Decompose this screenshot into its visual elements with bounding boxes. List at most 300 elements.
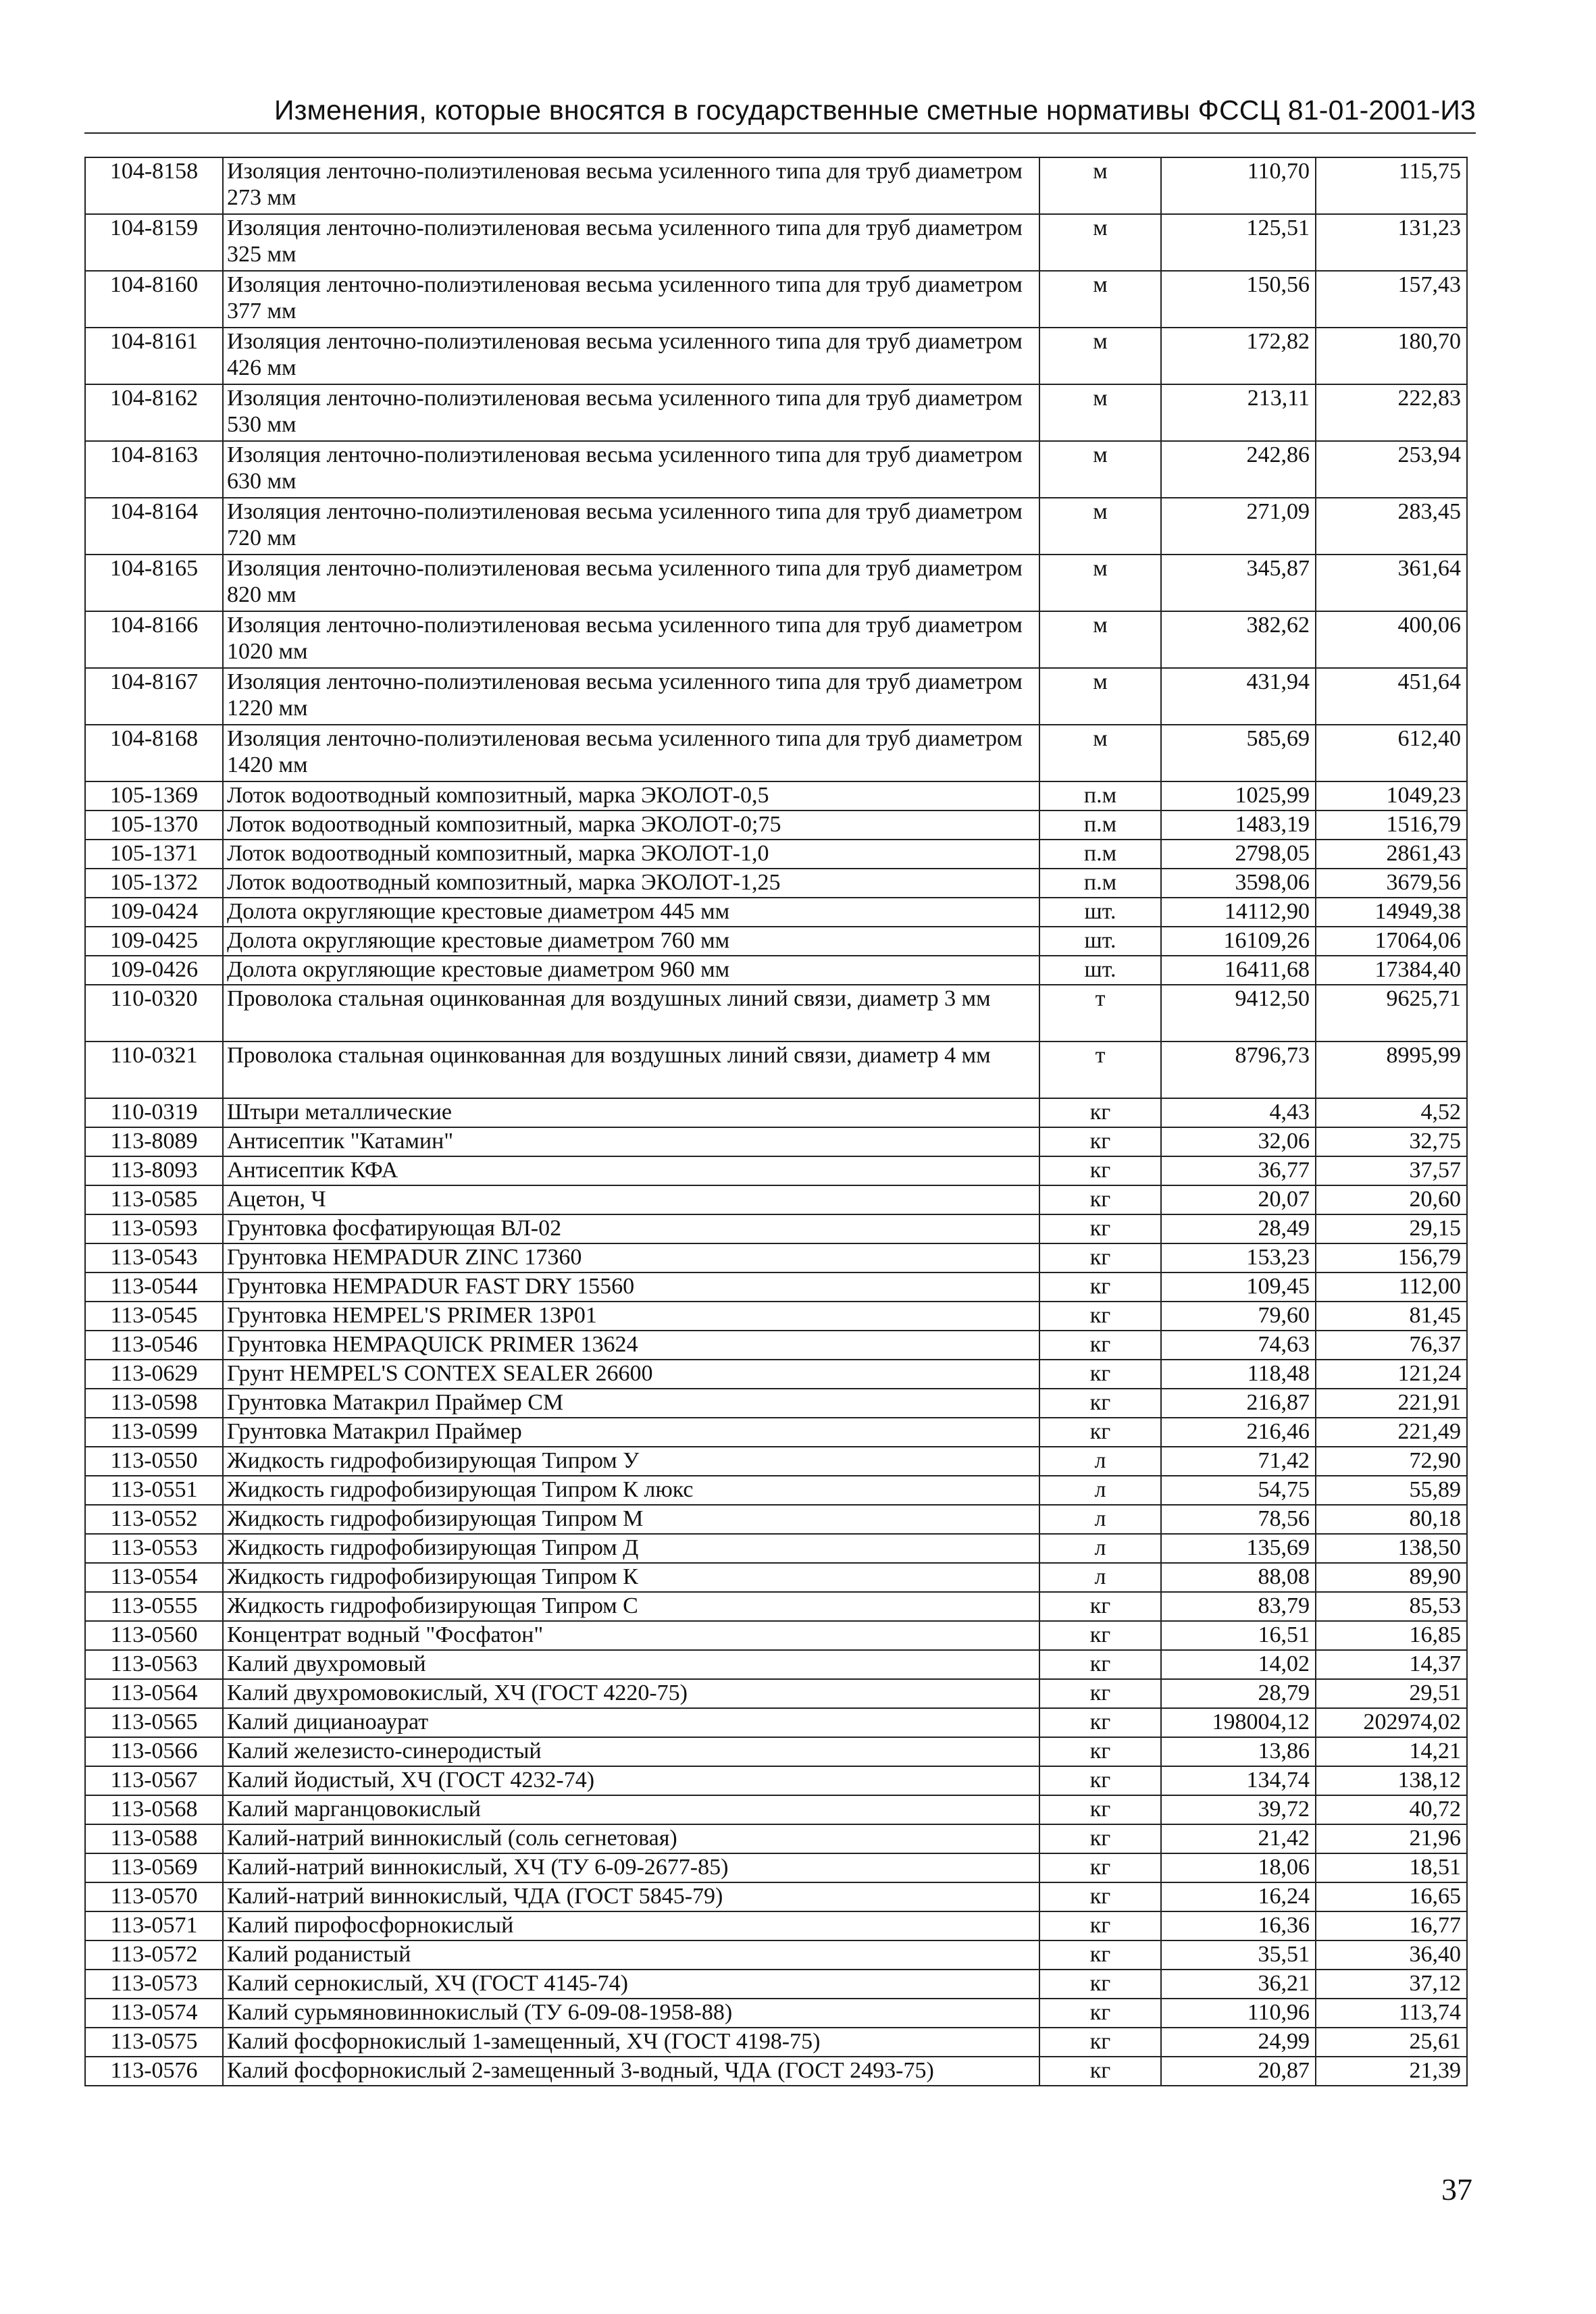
table-row: [85, 1042, 1467, 1098]
item-name: Грунт HEMPEL'S CONTEX SEALER 26600: [223, 1360, 1039, 1389]
page-number: 37: [1441, 2172, 1472, 2207]
price-old: 16,24: [1161, 1882, 1316, 1911]
price-new: 400,06: [1316, 611, 1467, 668]
item-name: Грунтовка HEMPADUR ZINC 17360: [223, 1243, 1039, 1272]
item-name: Долота округляющие крестовые диаметром 445 мм: [223, 898, 1039, 927]
item-code: 105-1372: [85, 869, 223, 898]
item-code: 109-0424: [85, 898, 223, 927]
item-code: 113-0574: [85, 1999, 223, 2028]
item-name: Калий сернокислый, ХЧ (ГОСТ 4145-74): [223, 1970, 1039, 1999]
price-new: 29,15: [1316, 1214, 1467, 1243]
price-old: 35,51: [1161, 1940, 1316, 1970]
item-unit: кг: [1039, 1970, 1161, 1999]
item-unit: кг: [1039, 1882, 1161, 1911]
item-name: Грунтовка фосфатирующая ВЛ-02: [223, 1214, 1039, 1243]
price-old: 54,75: [1161, 1476, 1316, 1505]
price-old: 36,77: [1161, 1156, 1316, 1185]
item-code: 104-8168: [85, 725, 223, 781]
item-unit: кг: [1039, 1853, 1161, 1882]
table-row: [85, 1360, 1467, 1389]
price-old: 14112,90: [1161, 898, 1316, 927]
table-row: [85, 1824, 1467, 1853]
price-new: 1516,79: [1316, 811, 1467, 840]
price-new: 8995,99: [1316, 1042, 1467, 1098]
item-name: Изоляция ленточно-полиэтиленовая весьма усиленного типа для труб диаметром 377 мм: [223, 271, 1039, 328]
price-new: 29,51: [1316, 1679, 1467, 1708]
item-code: 109-0426: [85, 956, 223, 985]
table-row: [85, 1331, 1467, 1360]
item-unit: п.м: [1039, 840, 1161, 869]
table-row: [85, 869, 1467, 898]
price-old: 431,94: [1161, 668, 1316, 725]
table-row: [85, 1737, 1467, 1766]
price-old: 36,21: [1161, 1970, 1316, 1999]
price-new: 37,12: [1316, 1970, 1467, 1999]
price-old: 172,82: [1161, 328, 1316, 384]
price-old: 79,60: [1161, 1302, 1316, 1331]
price-old: 88,08: [1161, 1563, 1316, 1592]
item-unit: м: [1039, 328, 1161, 384]
price-new: 115,75: [1316, 157, 1467, 214]
price-new: 72,90: [1316, 1447, 1467, 1476]
page-header: Изменения, которые вносятся в государственные сметные нормативы ФССЦ 81-01-2001-И3: [274, 95, 1476, 126]
item-unit: м: [1039, 498, 1161, 555]
item-code: 113-0570: [85, 1882, 223, 1911]
price-new: 451,64: [1316, 668, 1467, 725]
item-name: Грунтовка HEMPEL'S PRIMER 13P01: [223, 1302, 1039, 1331]
table-row: [85, 1795, 1467, 1824]
item-code: 104-8167: [85, 668, 223, 725]
item-unit: кг: [1039, 1621, 1161, 1650]
item-unit: кг: [1039, 1156, 1161, 1185]
price-new: 253,94: [1316, 441, 1467, 498]
item-code: 104-8166: [85, 611, 223, 668]
item-unit: кг: [1039, 1795, 1161, 1824]
price-old: 118,48: [1161, 1360, 1316, 1389]
table-row: [85, 2028, 1467, 2057]
item-unit: м: [1039, 384, 1161, 441]
item-name: Долота округляющие крестовые диаметром 760 мм: [223, 927, 1039, 956]
table-row: [85, 1476, 1467, 1505]
item-code: 109-0425: [85, 927, 223, 956]
price-new: 4,52: [1316, 1098, 1467, 1127]
table-row: [85, 956, 1467, 985]
item-code: 104-8163: [85, 441, 223, 498]
table-row: [85, 1272, 1467, 1302]
item-name: Грунтовка Матакрил Праймер СМ: [223, 1389, 1039, 1418]
price-new: 17064,06: [1316, 927, 1467, 956]
table-row: [85, 725, 1467, 781]
table-row: [85, 1418, 1467, 1447]
price-old: 216,46: [1161, 1418, 1316, 1447]
table-row: [85, 1505, 1467, 1534]
price-new: 113,74: [1316, 1999, 1467, 2028]
item-name: Проволока стальная оцинкованная для воздушных линий связи, диаметр 4 мм: [223, 1042, 1039, 1098]
table-row: [85, 1882, 1467, 1911]
price-new: 3679,56: [1316, 869, 1467, 898]
item-name: Жидкость гидрофобизирующая Типром С: [223, 1592, 1039, 1621]
table-row: [85, 985, 1467, 1042]
price-old: 13,86: [1161, 1737, 1316, 1766]
item-code: 105-1371: [85, 840, 223, 869]
price-new: 80,18: [1316, 1505, 1467, 1534]
item-unit: шт.: [1039, 898, 1161, 927]
item-code: 113-0552: [85, 1505, 223, 1534]
item-code: 113-0551: [85, 1476, 223, 1505]
price-old: 28,49: [1161, 1214, 1316, 1243]
item-name: Штыри металлические: [223, 1098, 1039, 1127]
price-old: 16109,26: [1161, 927, 1316, 956]
price-old: 125,51: [1161, 214, 1316, 271]
item-name: Калий железисто-синеродистый: [223, 1737, 1039, 1766]
price-old: 242,86: [1161, 441, 1316, 498]
item-unit: м: [1039, 214, 1161, 271]
price-old: 8796,73: [1161, 1042, 1316, 1098]
item-name: Концентрат водный "Фосфатон": [223, 1621, 1039, 1650]
item-name: Изоляция ленточно-полиэтиленовая весьма усиленного типа для труб диаметром 273 мм: [223, 157, 1039, 214]
item-code: 113-8093: [85, 1156, 223, 1185]
table-row: [85, 1911, 1467, 1940]
item-code: 104-8165: [85, 555, 223, 611]
price-old: 21,42: [1161, 1824, 1316, 1853]
price-new: 36,40: [1316, 1940, 1467, 1970]
price-old: 213,11: [1161, 384, 1316, 441]
item-unit: кг: [1039, 2057, 1161, 2086]
item-unit: м: [1039, 555, 1161, 611]
price-old: 16,36: [1161, 1911, 1316, 1940]
item-name: Лоток водоотводный композитный, марка ЭКОЛОТ-1,0: [223, 840, 1039, 869]
table-row: [85, 1127, 1467, 1156]
table-row: [85, 1853, 1467, 1882]
price-new: 121,24: [1316, 1360, 1467, 1389]
item-code: 113-0571: [85, 1911, 223, 1940]
item-code: 113-0555: [85, 1592, 223, 1621]
price-old: 14,02: [1161, 1650, 1316, 1679]
price-new: 138,12: [1316, 1766, 1467, 1795]
price-new: 361,64: [1316, 555, 1467, 611]
item-name: Калий пирофосфорнокислый: [223, 1911, 1039, 1940]
item-unit: м: [1039, 441, 1161, 498]
item-code: 113-0585: [85, 1185, 223, 1214]
price-old: 9412,50: [1161, 985, 1316, 1042]
table-row: [85, 1389, 1467, 1418]
item-unit: кг: [1039, 1243, 1161, 1272]
table-row: [85, 1302, 1467, 1331]
table-row: [85, 1940, 1467, 1970]
item-unit: кг: [1039, 1389, 1161, 1418]
item-unit: м: [1039, 271, 1161, 328]
price-new: 21,39: [1316, 2057, 1467, 2086]
price-old: 150,56: [1161, 271, 1316, 328]
item-code: 113-0599: [85, 1418, 223, 1447]
item-name: Изоляция ленточно-полиэтиленовая весьма усиленного типа для труб диаметром 720 мм: [223, 498, 1039, 555]
price-old: 39,72: [1161, 1795, 1316, 1824]
item-code: 113-0554: [85, 1563, 223, 1592]
price-new: 85,53: [1316, 1592, 1467, 1621]
item-code: 113-0567: [85, 1766, 223, 1795]
item-unit: кг: [1039, 1127, 1161, 1156]
item-code: 113-0565: [85, 1708, 223, 1737]
item-code: 113-0569: [85, 1853, 223, 1882]
price-new: 25,61: [1316, 2028, 1467, 2057]
price-old: 74,63: [1161, 1331, 1316, 1360]
item-unit: кг: [1039, 1940, 1161, 1970]
price-new: 112,00: [1316, 1272, 1467, 1302]
price-old: 4,43: [1161, 1098, 1316, 1127]
price-new: 32,75: [1316, 1127, 1467, 1156]
item-name: Калий фосфорнокислый 2-замещенный 3-водный, ЧДА (ГОСТ 2493-75): [223, 2057, 1039, 2086]
price-new: 37,57: [1316, 1156, 1467, 1185]
item-name: Калий-натрий виннокислый (соль сегнетовая): [223, 1824, 1039, 1853]
item-name: Изоляция ленточно-полиэтиленовая весьма усиленного типа для труб диаметром 1020 мм: [223, 611, 1039, 668]
price-old: 20,87: [1161, 2057, 1316, 2086]
item-name: Жидкость гидрофобизирующая Типром К люкс: [223, 1476, 1039, 1505]
table-row: [85, 441, 1467, 498]
item-name: Лоток водоотводный композитный, марка ЭКОЛОТ-1,25: [223, 869, 1039, 898]
price-new: 612,40: [1316, 725, 1467, 781]
price-old: 1025,99: [1161, 781, 1316, 811]
price-new: 89,90: [1316, 1563, 1467, 1592]
price-new: 18,51: [1316, 1853, 1467, 1882]
item-unit: кг: [1039, 1999, 1161, 2028]
item-name: Жидкость гидрофобизирующая Типром У: [223, 1447, 1039, 1476]
table-row: [85, 1447, 1467, 1476]
table-row: [85, 811, 1467, 840]
item-code: 113-0588: [85, 1824, 223, 1853]
item-name: Изоляция ленточно-полиэтиленовая весьма усиленного типа для труб диаметром 1220 мм: [223, 668, 1039, 725]
price-new: 222,83: [1316, 384, 1467, 441]
price-new: 16,77: [1316, 1911, 1467, 1940]
price-new: 17384,40: [1316, 956, 1467, 985]
item-code: 113-8089: [85, 1127, 223, 1156]
table-row: [85, 1999, 1467, 2028]
table-row: [85, 555, 1467, 611]
item-name: Грунтовка HEMPADUR FAST DRY 15560: [223, 1272, 1039, 1302]
item-unit: кг: [1039, 1737, 1161, 1766]
table-row: [85, 1214, 1467, 1243]
table-row: [85, 781, 1467, 811]
price-new: 14,21: [1316, 1737, 1467, 1766]
price-new: 14,37: [1316, 1650, 1467, 1679]
item-unit: л: [1039, 1563, 1161, 1592]
table-row: [85, 328, 1467, 384]
table-row: [85, 214, 1467, 271]
price-old: 2798,05: [1161, 840, 1316, 869]
item-code: 104-8162: [85, 384, 223, 441]
item-code: 113-0553: [85, 1534, 223, 1563]
price-old: 198004,12: [1161, 1708, 1316, 1737]
price-old: 153,23: [1161, 1243, 1316, 1272]
item-unit: шт.: [1039, 956, 1161, 985]
price-new: 55,89: [1316, 1476, 1467, 1505]
table-row: [85, 1185, 1467, 1214]
price-old: 32,06: [1161, 1127, 1316, 1156]
table-row: [85, 384, 1467, 441]
price-old: 109,45: [1161, 1272, 1316, 1302]
item-code: 105-1370: [85, 811, 223, 840]
item-code: 113-0575: [85, 2028, 223, 2057]
table-row: [85, 1563, 1467, 1592]
item-unit: кг: [1039, 1302, 1161, 1331]
price-old: 134,74: [1161, 1766, 1316, 1795]
item-unit: кг: [1039, 2028, 1161, 2057]
item-name: Изоляция ленточно-полиэтиленовая весьма усиленного типа для труб диаметром 426 мм: [223, 328, 1039, 384]
item-unit: шт.: [1039, 927, 1161, 956]
price-new: 138,50: [1316, 1534, 1467, 1563]
item-unit: кг: [1039, 1824, 1161, 1853]
price-old: 110,70: [1161, 157, 1316, 214]
table-row: [85, 1156, 1467, 1185]
price-old: 585,69: [1161, 725, 1316, 781]
item-unit: л: [1039, 1505, 1161, 1534]
item-code: 110-0321: [85, 1042, 223, 1098]
price-new: 156,79: [1316, 1243, 1467, 1272]
item-unit: т: [1039, 1042, 1161, 1098]
item-code: 110-0320: [85, 985, 223, 1042]
item-name: Проволока стальная оцинкованная для воздушных линий связи, диаметр 3 мм: [223, 985, 1039, 1042]
price-new: 131,23: [1316, 214, 1467, 271]
item-unit: кг: [1039, 1418, 1161, 1447]
item-name: Изоляция ленточно-полиэтиленовая весьма усиленного типа для труб диаметром 1420 мм: [223, 725, 1039, 781]
price-old: 1483,19: [1161, 811, 1316, 840]
price-old: 3598,06: [1161, 869, 1316, 898]
price-new: 21,96: [1316, 1824, 1467, 1853]
item-unit: кг: [1039, 1272, 1161, 1302]
item-code: 113-0543: [85, 1243, 223, 1272]
price-old: 271,09: [1161, 498, 1316, 555]
item-code: 110-0319: [85, 1098, 223, 1127]
item-unit: кг: [1039, 1098, 1161, 1127]
price-new: 40,72: [1316, 1795, 1467, 1824]
item-name: Калий марганцовокислый: [223, 1795, 1039, 1824]
item-unit: м: [1039, 725, 1161, 781]
item-code: 113-0545: [85, 1302, 223, 1331]
item-code: 113-0572: [85, 1940, 223, 1970]
item-code: 104-8160: [85, 271, 223, 328]
header-divider: [84, 132, 1476, 134]
item-unit: т: [1039, 985, 1161, 1042]
item-name: Антисептик КФА: [223, 1156, 1039, 1185]
price-old: 18,06: [1161, 1853, 1316, 1882]
price-old: 78,56: [1161, 1505, 1316, 1534]
item-name: Изоляция ленточно-полиэтиленовая весьма усиленного типа для труб диаметром 820 мм: [223, 555, 1039, 611]
price-old: 216,87: [1161, 1389, 1316, 1418]
item-unit: кг: [1039, 1592, 1161, 1621]
price-new: 2861,43: [1316, 840, 1467, 869]
item-name: Грунтовка Матакрил Праймер: [223, 1418, 1039, 1447]
price-old: 83,79: [1161, 1592, 1316, 1621]
item-unit: л: [1039, 1447, 1161, 1476]
price-old: 28,79: [1161, 1679, 1316, 1708]
table-row: [85, 1621, 1467, 1650]
price-old: 345,87: [1161, 555, 1316, 611]
item-code: 113-0544: [85, 1272, 223, 1302]
item-name: Калий роданистый: [223, 1940, 1039, 1970]
price-old: 382,62: [1161, 611, 1316, 668]
item-name: Калий-натрий виннокислый, ХЧ (ТУ 6-09-2677-85): [223, 1853, 1039, 1882]
price-new: 221,49: [1316, 1418, 1467, 1447]
item-name: Калий двухромовокислый, ХЧ (ГОСТ 4220-75): [223, 1679, 1039, 1708]
item-code: 113-0629: [85, 1360, 223, 1389]
item-unit: м: [1039, 611, 1161, 668]
item-unit: п.м: [1039, 869, 1161, 898]
table-row: [85, 2057, 1467, 2086]
price-new: 157,43: [1316, 271, 1467, 328]
item-code: 113-0546: [85, 1331, 223, 1360]
item-unit: п.м: [1039, 811, 1161, 840]
price-old: 110,96: [1161, 1999, 1316, 2028]
price-new: 180,70: [1316, 328, 1467, 384]
item-unit: м: [1039, 157, 1161, 214]
table-row: [85, 611, 1467, 668]
item-code: 113-0564: [85, 1679, 223, 1708]
table-row: [85, 1766, 1467, 1795]
table-row: [85, 898, 1467, 927]
item-name: Изоляция ленточно-полиэтиленовая весьма усиленного типа для труб диаметром 325 мм: [223, 214, 1039, 271]
price-new: 81,45: [1316, 1302, 1467, 1331]
item-name: Изоляция ленточно-полиэтиленовая весьма усиленного типа для труб диаметром 530 мм: [223, 384, 1039, 441]
item-name: Долота округляющие крестовые диаметром 960 мм: [223, 956, 1039, 985]
item-code: 113-0566: [85, 1737, 223, 1766]
item-unit: л: [1039, 1476, 1161, 1505]
item-code: 113-0576: [85, 2057, 223, 2086]
table-row: [85, 1592, 1467, 1621]
item-unit: кг: [1039, 1911, 1161, 1940]
item-unit: кг: [1039, 1331, 1161, 1360]
table-row: [85, 498, 1467, 555]
item-code: 104-8158: [85, 157, 223, 214]
price-new: 76,37: [1316, 1331, 1467, 1360]
price-old: 16,51: [1161, 1621, 1316, 1650]
item-code: 104-8159: [85, 214, 223, 271]
table-row: [85, 1970, 1467, 1999]
item-code: 113-0573: [85, 1970, 223, 1999]
item-code: 113-0568: [85, 1795, 223, 1824]
table-row: [85, 157, 1467, 214]
item-name: Жидкость гидрофобизирующая Типром К: [223, 1563, 1039, 1592]
item-code: 105-1369: [85, 781, 223, 811]
item-unit: кг: [1039, 1185, 1161, 1214]
price-new: 1049,23: [1316, 781, 1467, 811]
item-code: 113-0563: [85, 1650, 223, 1679]
price-old: 20,07: [1161, 1185, 1316, 1214]
price-old: 16411,68: [1161, 956, 1316, 985]
item-name: Ацетон, Ч: [223, 1185, 1039, 1214]
item-code: 113-0598: [85, 1389, 223, 1418]
price-new: 221,91: [1316, 1389, 1467, 1418]
table-row: [85, 927, 1467, 956]
item-code: 113-0593: [85, 1214, 223, 1243]
item-code: 113-0550: [85, 1447, 223, 1476]
item-unit: п.м: [1039, 781, 1161, 811]
price-new: 16,65: [1316, 1882, 1467, 1911]
table-row: [85, 1243, 1467, 1272]
item-name: Жидкость гидрофобизирующая Типром Д: [223, 1534, 1039, 1563]
price-old: 71,42: [1161, 1447, 1316, 1476]
table-row: [85, 1708, 1467, 1737]
item-unit: кг: [1039, 1708, 1161, 1737]
price-table: [84, 157, 1468, 2086]
item-unit: кг: [1039, 1679, 1161, 1708]
table-row: [85, 1679, 1467, 1708]
item-name: Изоляция ленточно-полиэтиленовая весьма усиленного типа для труб диаметром 630 мм: [223, 441, 1039, 498]
item-unit: кг: [1039, 1650, 1161, 1679]
item-unit: кг: [1039, 1360, 1161, 1389]
item-name: Калий дицианоаурат: [223, 1708, 1039, 1737]
price-new: 202974,02: [1316, 1708, 1467, 1737]
item-name: Антисептик "Катамин": [223, 1127, 1039, 1156]
table-row: [85, 1098, 1467, 1127]
